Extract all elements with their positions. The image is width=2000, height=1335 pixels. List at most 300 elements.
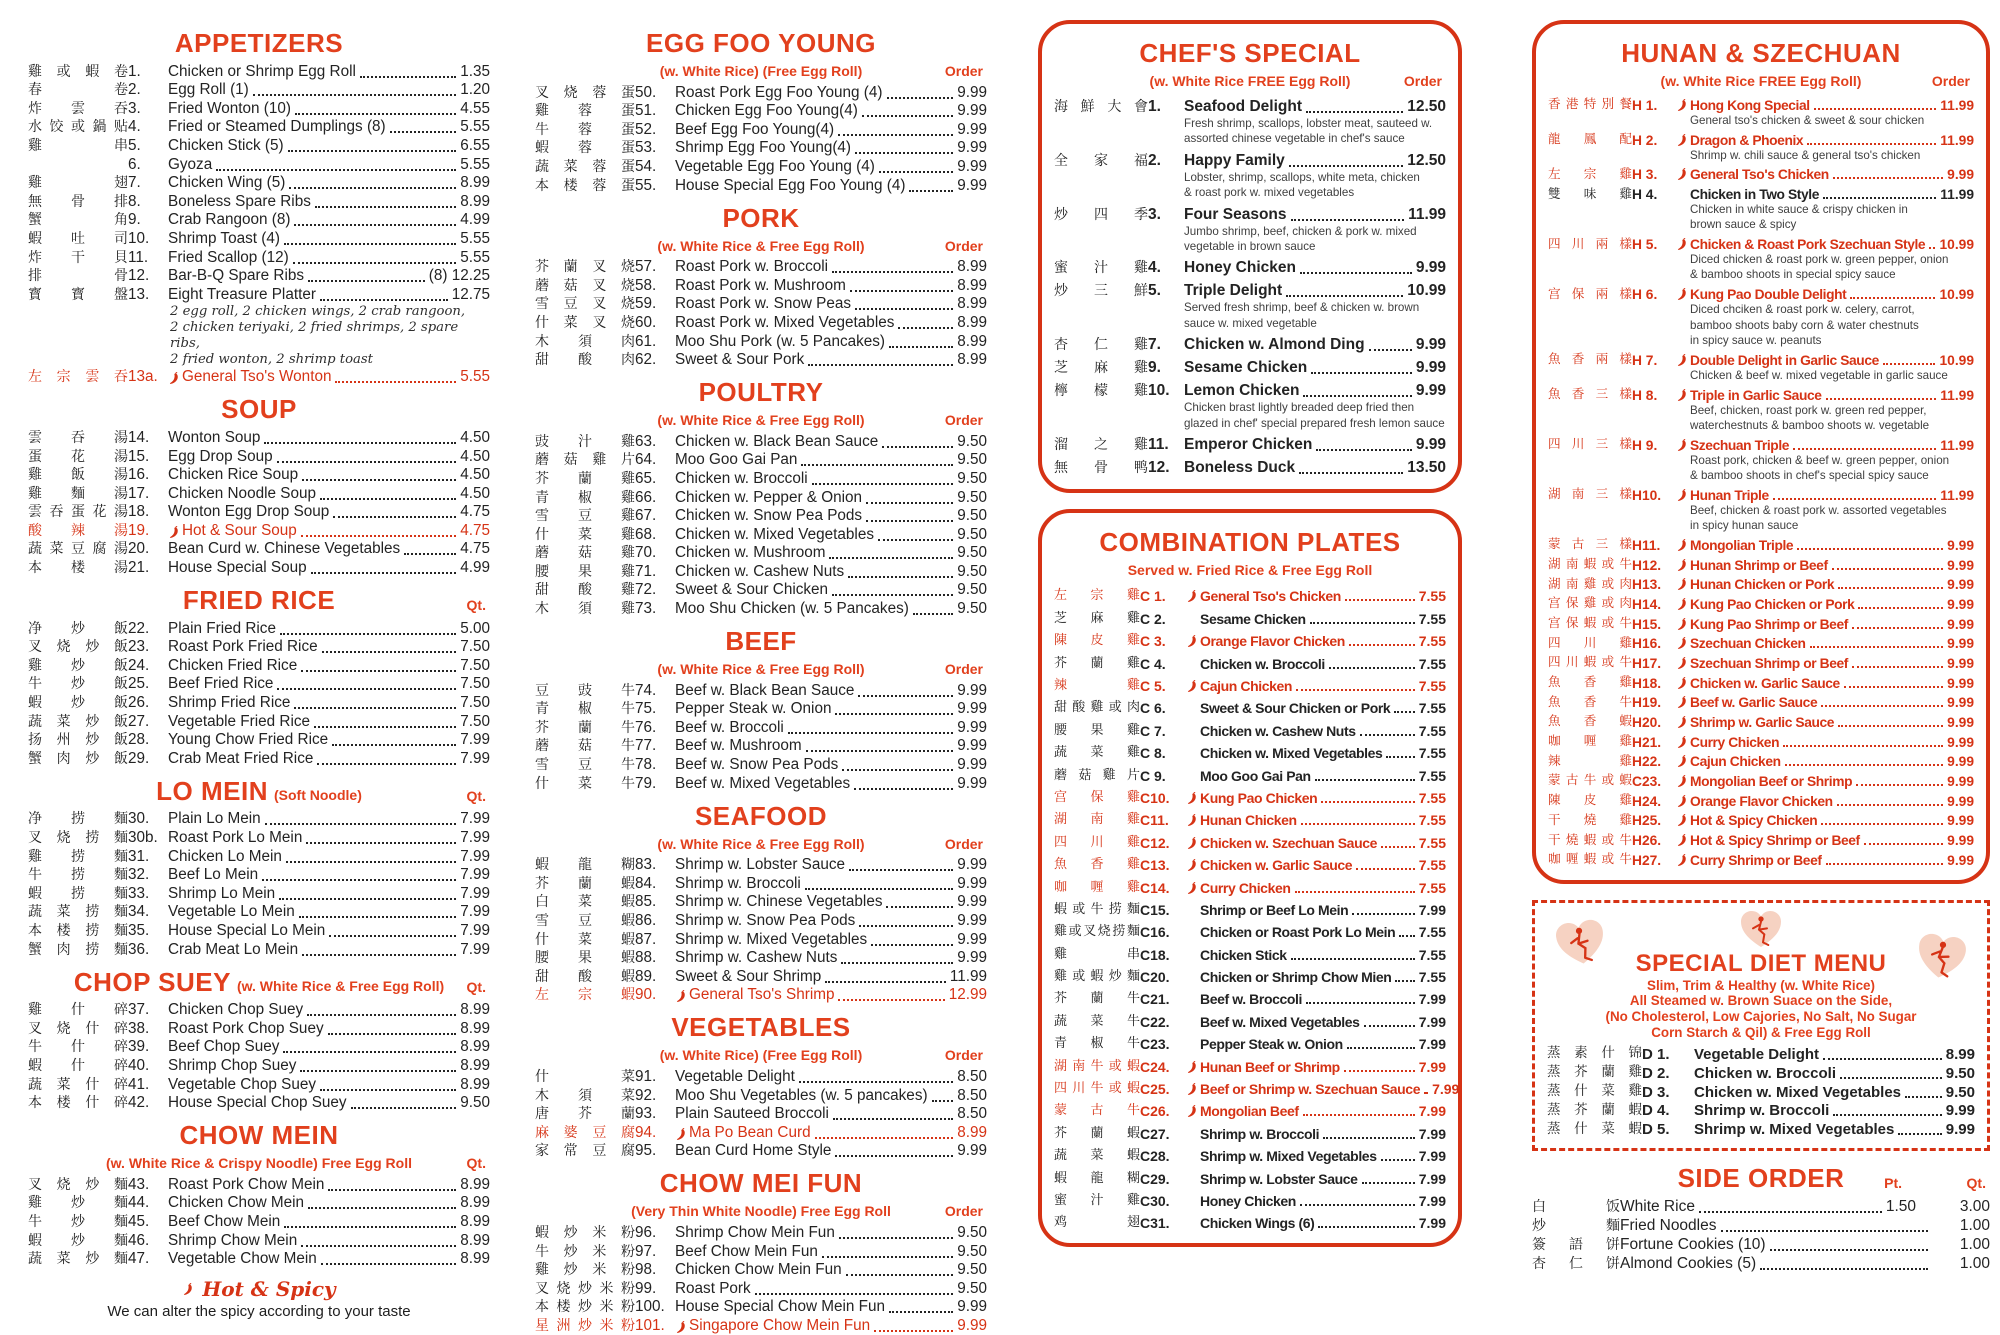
- item-name: House Special Soup: [168, 559, 307, 577]
- item-price: 8.99: [460, 1019, 490, 1037]
- item-price: 9.99: [957, 1142, 987, 1160]
- item-name: Chicken w. Garlic Sauce: [1200, 857, 1353, 874]
- menu-item-row: [1054, 1007, 1446, 1029]
- dotted-leader: [329, 935, 456, 937]
- item-price: 7.55: [1418, 745, 1446, 762]
- menu-item-row: [1548, 182, 1974, 202]
- item-chinese: 蝦 蓉 蛋: [535, 140, 635, 157]
- item-number: 30.: [128, 810, 150, 828]
- item-name: Vegetable Fried Rice: [168, 712, 311, 730]
- item-chinese: 雞 串: [1054, 946, 1140, 962]
- menu-item-row: [1054, 672, 1446, 694]
- item-chinese: 本 楼 炒 米 粉: [535, 1299, 635, 1316]
- item-name: White Rice: [1620, 1198, 1695, 1216]
- dotted-leader: [280, 633, 456, 635]
- item-description: 2 chicken teriyaki, 2 fried shrimps, 2 spare ribs,: [170, 319, 459, 351]
- item-price: 12.50: [1407, 151, 1446, 169]
- item-number: 21.: [128, 559, 150, 577]
- dotted-leader: [328, 1189, 456, 1191]
- item-chinese: 陳 皮 雞: [1548, 792, 1632, 808]
- item-number: C 5.: [1140, 678, 1166, 695]
- dotted-leader: [887, 97, 954, 99]
- item-chinese: 魚 香 牛: [1548, 693, 1632, 709]
- menu-item-row: [1548, 848, 1974, 868]
- item-name: General Tso's Shrimp: [689, 986, 835, 1004]
- dotted-leader: [1856, 784, 1943, 786]
- item-description: Diced chciken & roast pork w. celery, carrot,: [1690, 303, 1915, 317]
- dotted-leader: [1826, 863, 1944, 865]
- item-name: Shrimp w. Mixed Vegetables: [1200, 1148, 1377, 1165]
- item-number: 64.: [635, 451, 657, 469]
- item-chinese: 香 港 特 別 餐: [1548, 96, 1632, 112]
- item-price: 9.99: [957, 737, 987, 755]
- item-name: Boneless Spare Ribs: [168, 192, 311, 210]
- item-name: General Tso's Wonton: [182, 368, 332, 386]
- item-description: waterchestnuts & bamboo shoots w. vegetable: [1690, 418, 1930, 432]
- item-number: 84.: [635, 874, 657, 892]
- section-items: [535, 83, 987, 195]
- item-price: 9.99: [957, 102, 987, 120]
- dotted-leader: [1311, 372, 1412, 374]
- menu-item-row: [28, 285, 490, 304]
- item-name: Triple Delight: [1184, 282, 1283, 300]
- item-chinese: 魚 香 雞: [1054, 857, 1140, 873]
- menu-item-row: [28, 884, 490, 903]
- dotted-leader: [307, 1014, 456, 1016]
- dotted-leader: [839, 1237, 953, 1239]
- dotted-leader: [879, 171, 953, 173]
- item-number: 45.: [128, 1212, 150, 1230]
- item-chinese: 叉 烧 炒 飯: [28, 639, 128, 656]
- item-number: C23.: [1632, 774, 1662, 790]
- item-number: 14.: [128, 428, 150, 446]
- item-chinese: 杏 仁 雞: [1054, 337, 1148, 354]
- menu-item-row: [1054, 582, 1446, 604]
- section-items: [28, 428, 490, 577]
- dotted-leader: [1316, 449, 1411, 451]
- menu-item-row: [535, 737, 987, 756]
- item-price: 9.99: [957, 856, 987, 874]
- section-title: EGG FOO YOUNG: [646, 28, 876, 58]
- item-price: 1.20: [460, 81, 490, 99]
- item-name: Honey Chicken: [1200, 1193, 1296, 1209]
- item-price: 10.99: [1939, 237, 1974, 253]
- item-chinese: 甜 酸 雞: [535, 582, 635, 599]
- item-chinese: 白 饭: [1532, 1199, 1620, 1216]
- item-number: H 6.: [1632, 287, 1658, 303]
- item-price: 7.99: [460, 921, 490, 939]
- item-number: D 1.: [1642, 1045, 1670, 1063]
- item-number: 23.: [128, 638, 150, 656]
- menu-item-row: [28, 136, 490, 155]
- item-number: C22.: [1140, 1013, 1170, 1030]
- dotted-leader: [1360, 734, 1415, 736]
- menu-item-row: [28, 466, 490, 485]
- item-chinese: 蒙 古 牛 或 蝦: [1548, 772, 1632, 788]
- menu-item-row: [28, 619, 490, 638]
- item-chinese: 蝦 炒 麵: [28, 1232, 128, 1249]
- menu-item-row: [535, 83, 987, 102]
- item-number: 39.: [128, 1038, 150, 1056]
- item-number: 83.: [635, 856, 657, 874]
- item-price: 9.99: [1947, 577, 1974, 593]
- dotted-leader: [320, 299, 448, 301]
- item-price: 7.99: [1418, 901, 1446, 918]
- section-title-line: [1532, 1163, 1990, 1194]
- item-chinese: 炸 雲 吞: [28, 100, 128, 117]
- item-chinese: 雲 吞 蛋 花 湯: [28, 504, 128, 521]
- item-name: Wonton Egg Drop Soup: [168, 503, 330, 521]
- menu-item-row: [28, 1250, 490, 1269]
- order-column-label: Order: [1403, 73, 1442, 89]
- item-price: 9.99: [957, 756, 987, 774]
- menu-item-row: [1054, 1187, 1446, 1209]
- section-subtitle: (w. White Rice) (Free Egg Roll): [659, 1047, 863, 1064]
- chili-pepper-icon: [1676, 237, 1690, 252]
- item-price-quart: 1.00: [1959, 1236, 1990, 1254]
- menu-item-row: [1548, 348, 1974, 368]
- item-number: 9.: [128, 211, 141, 229]
- dotted-leader: [314, 726, 456, 728]
- menu-item-row: [1548, 533, 1974, 553]
- item-name: Chicken or Shrimp Chow Mien: [1200, 969, 1392, 986]
- item-name: Beef Fried Rice: [168, 675, 274, 693]
- item-chinese: 左 宗 蝦: [535, 987, 635, 1004]
- dotted-leader: [866, 520, 953, 522]
- dotted-leader: [1837, 804, 1943, 806]
- item-name: Shrimp w. Broccoli: [675, 874, 801, 892]
- dotted-leader: [835, 1155, 953, 1157]
- item-name: Shrimp w. Broccoli: [1694, 1102, 1830, 1120]
- item-chinese: 蜜 汁 雞: [1054, 1193, 1140, 1208]
- item-name: Fried Noodles: [1620, 1217, 1717, 1235]
- dotted-leader: [1315, 779, 1415, 781]
- item-name: Sesame Chicken: [1184, 359, 1308, 377]
- item-price: 7.99: [1418, 1215, 1446, 1232]
- section-items: [1548, 93, 1974, 868]
- item-number: 97.: [635, 1242, 657, 1260]
- dotted-leader: [1785, 764, 1944, 766]
- item-number: H 5.: [1632, 237, 1658, 253]
- section-special-diet: [1532, 900, 1990, 1151]
- hot-spicy-note: [28, 1277, 490, 1301]
- item-number: 61.: [635, 332, 657, 350]
- dotted-leader: [264, 442, 456, 444]
- item-number: 100.: [635, 1298, 665, 1316]
- menu-item-row: [1548, 651, 1974, 671]
- item-name: Chicken in Two Style: [1690, 187, 1819, 203]
- section-subtitle: Served w. Fried Rice & Free Egg Roll: [1127, 562, 1373, 579]
- dotted-leader: [1721, 1230, 1929, 1232]
- item-number: 17.: [128, 484, 150, 502]
- item-price: 10.99: [1939, 287, 1974, 303]
- item-chinese: 雪 豆 叉 烧: [535, 296, 635, 313]
- order-column-label: Order: [944, 237, 983, 254]
- item-number: C 2.: [1140, 610, 1166, 627]
- menu-item-row: [535, 774, 987, 793]
- item-price: 5.55: [460, 368, 490, 386]
- menu-item-row: [535, 1242, 987, 1261]
- menu-item-row: [535, 507, 987, 526]
- section-title: VEGETABLES: [671, 1012, 851, 1043]
- item-number: 30b.: [128, 829, 158, 846]
- item-price: 9.99: [1947, 715, 1974, 730]
- section-subtitle-line: [1054, 72, 1446, 90]
- menu-item-row: [28, 828, 490, 847]
- menu-column-3: [1038, 0, 1462, 1263]
- dotted-leader: [1929, 247, 1935, 249]
- dotted-leader: [889, 1311, 953, 1313]
- menu-item-row: [1548, 483, 1974, 503]
- item-name: Fried Wonton (10): [168, 99, 291, 117]
- item-name: Mongolian Beef: [1200, 1103, 1299, 1120]
- item-number: 18.: [128, 503, 150, 521]
- dotted-leader: [848, 576, 953, 578]
- item-price: 11.99: [1940, 132, 1974, 148]
- item-number: 32.: [128, 866, 150, 884]
- item-chinese: 蒸 素 什 锦: [1547, 1045, 1642, 1062]
- item-chinese: 雞 飯 湯: [28, 467, 128, 484]
- section-title: COMBINATION PLATES: [1099, 527, 1401, 558]
- item-name: Hunan Chicken or Pork: [1690, 577, 1835, 593]
- item-name: Honey Chicken: [1184, 259, 1296, 277]
- item-chinese: 蝦 或 牛 捞 麵: [1054, 901, 1140, 917]
- item-number: 11.: [1148, 436, 1169, 454]
- dotted-leader: [279, 898, 456, 900]
- chili-pepper-icon: [1676, 597, 1690, 612]
- section-appetizers: [28, 28, 490, 386]
- section-title-line: [1548, 38, 1974, 69]
- item-name: Beef Chow Mein Fun: [675, 1242, 818, 1260]
- item-name: Emperor Chicken: [1184, 436, 1313, 454]
- item-price: 7.99: [1432, 1081, 1460, 1098]
- item-number: 19.: [128, 521, 150, 539]
- section-lo-mein: [28, 776, 490, 959]
- dotted-leader: [855, 308, 953, 310]
- item-number: D 4.: [1642, 1102, 1670, 1120]
- menu-item-row: [1547, 1082, 1975, 1101]
- dotted-leader: [1356, 868, 1415, 870]
- item-number: 53.: [635, 139, 657, 157]
- dotted-leader: [308, 1207, 456, 1209]
- item-name: Bar-B-Q Spare Ribs: [168, 267, 305, 285]
- item-price: 9.99: [957, 874, 987, 892]
- item-chinese: 湖 南 三 樣: [1548, 486, 1632, 502]
- item-chinese: 雞 炒 麵: [28, 1195, 128, 1212]
- menu-item-row: [1054, 93, 1446, 116]
- item-number: H10.: [1632, 487, 1662, 503]
- menu-item-row: [1054, 377, 1446, 400]
- dotted-leader: [1299, 472, 1403, 474]
- item-number: 4.: [128, 118, 141, 136]
- dotted-leader: [832, 594, 953, 596]
- section-title-line: [1054, 38, 1446, 69]
- item-price: 7.99: [1418, 1058, 1446, 1075]
- dotted-leader: [833, 1118, 953, 1120]
- item-number: 99.: [635, 1279, 657, 1297]
- item-number: C25.: [1140, 1081, 1170, 1098]
- dotted-leader: [308, 280, 425, 282]
- item-price: 9.50: [957, 1261, 987, 1279]
- item-number: H27.: [1632, 852, 1662, 868]
- menu-item-row: [1547, 1101, 1975, 1120]
- item-name: Vegetable Delight: [1694, 1045, 1820, 1063]
- menu-item-row: [535, 1316, 987, 1335]
- spicy-alter-note: We can alter the spicy according to your taste: [107, 1303, 411, 1321]
- item-name: Shrimp w. Broccoli: [1200, 1125, 1320, 1142]
- item-number: 43.: [128, 1175, 150, 1193]
- item-price: 9.99: [957, 949, 987, 967]
- item-chinese: 蔬 菜 什 碎: [28, 1076, 128, 1093]
- dotted-leader: [1424, 1092, 1428, 1094]
- chili-pepper-icon: [1676, 656, 1690, 671]
- dotted-leader: [1300, 272, 1412, 274]
- heart-exercise-figure-icon: [1912, 929, 1971, 988]
- item-price: 4.75: [460, 521, 490, 539]
- dotted-leader: [898, 327, 953, 329]
- item-name: Chicken Wing (5): [168, 174, 286, 192]
- item-price: 9.50: [1945, 1064, 1975, 1082]
- item-chinese: 什 菜 牛: [535, 775, 635, 792]
- item-name: Egg Drop Soup: [168, 447, 273, 465]
- item-price: 9.50: [957, 525, 987, 543]
- menu-item-row: [28, 503, 490, 522]
- item-description: 2 fried wonton, 2 shrimp toast: [170, 351, 373, 367]
- dotted-leader: [404, 553, 456, 555]
- chili-pepper-icon: [1186, 634, 1200, 649]
- item-name: Mongolian Triple: [1690, 537, 1794, 553]
- item-number: H 1.: [1632, 97, 1658, 113]
- item-chinese: 叉 烧 什 碎: [28, 1020, 128, 1037]
- item-chinese: 炒 麵: [1532, 1218, 1620, 1235]
- item-chinese: 叉 烧 炒 米 粉: [535, 1280, 635, 1297]
- item-price: 11.99: [1940, 487, 1974, 503]
- dotted-leader: [854, 788, 953, 790]
- menu-item-row: [535, 1298, 987, 1317]
- item-number: 8.: [128, 192, 141, 210]
- item-name: Crab Meat Lo Mein: [168, 940, 299, 958]
- item-name: Chicken w. Garlic Sauce: [1690, 675, 1840, 691]
- item-price: 12.50: [1407, 98, 1446, 115]
- section-title-line: [535, 28, 987, 59]
- item-number: C 6.: [1140, 700, 1166, 717]
- dotted-leader: [1310, 622, 1415, 624]
- menu-item-row: [1054, 716, 1446, 738]
- section-items: [28, 62, 490, 386]
- section-hunan-szechuan: [1532, 20, 1990, 884]
- menu-item-row: [28, 118, 490, 137]
- item-name: Cajun Chicken: [1690, 754, 1781, 770]
- item-number: C11.: [1140, 812, 1169, 829]
- item-name: Almond Cookies (5): [1620, 1255, 1757, 1273]
- chili-pepper-icon: [1676, 853, 1690, 868]
- item-price: 9.99: [1947, 557, 1974, 573]
- item-number: 92.: [635, 1086, 657, 1104]
- menu-item-row: [535, 1142, 987, 1161]
- section-title: SIDE ORDER: [1677, 1163, 1845, 1194]
- menu-item-row: [28, 192, 490, 211]
- item-name: Shrimp or Beef Lo Mein: [1200, 901, 1349, 918]
- menu-item-row: [1054, 828, 1446, 850]
- item-name: Chicken Lo Mein: [168, 847, 282, 865]
- item-number: 1.: [128, 62, 141, 80]
- dotted-leader: [1832, 568, 1943, 570]
- menu-item-row: [28, 267, 490, 286]
- item-number: 28.: [128, 731, 150, 749]
- item-price: 7.99: [1418, 991, 1446, 1008]
- item-price: 7.99: [1418, 1013, 1446, 1030]
- item-name: Szechuan Shrimp or Beef: [1690, 655, 1848, 671]
- item-number: C15.: [1140, 901, 1170, 918]
- item-price: 7.99: [1418, 1170, 1446, 1187]
- dotted-leader: [293, 262, 456, 264]
- menu-item-row: [28, 1231, 490, 1250]
- dotted-leader: [849, 869, 953, 871]
- item-chinese: 蔬 菜 雞: [1054, 745, 1140, 761]
- item-price: 7.55: [1418, 857, 1446, 874]
- item-number: 51.: [635, 102, 657, 120]
- item-number: 87.: [635, 930, 657, 948]
- item-name: Chicken Chow Mein: [168, 1194, 305, 1212]
- item-chinese: 本 楼 什 碎: [28, 1095, 128, 1112]
- item-description: glazed in chef' special prepared fresh lemon sauce: [1184, 416, 1445, 430]
- dotted-leader: [328, 1033, 457, 1035]
- item-name: Moo Shu Pork (w. 5 Pancakes): [675, 332, 886, 350]
- section-title: CHEF'S SPECIAL: [1139, 38, 1361, 68]
- item-price: 7.99: [460, 940, 490, 958]
- section-title-line: [535, 626, 987, 657]
- item-chinese: 雙 味 雞: [1548, 185, 1632, 201]
- dotted-leader: [294, 707, 456, 709]
- item-price: 9.99: [957, 718, 987, 736]
- item-name: Roast Pork Lo Mein: [168, 829, 303, 846]
- item-chinese: 海 鮮 大 會: [1054, 99, 1148, 115]
- item-number: 60.: [635, 313, 657, 331]
- item-number: 73.: [635, 600, 657, 618]
- item-number: C13.: [1140, 857, 1170, 874]
- item-price: 7.99: [1418, 1193, 1446, 1209]
- item-price: 9.99: [1947, 754, 1974, 770]
- item-number: C29.: [1140, 1170, 1170, 1187]
- menu-item-row: [535, 351, 987, 370]
- section-items: [1054, 582, 1460, 1232]
- dotted-leader: [1833, 1114, 1941, 1116]
- menu-item-row: [28, 712, 490, 731]
- menu-item-row: [28, 428, 490, 447]
- section-subtitle-line: [535, 237, 987, 255]
- hot-spicy-label: Hot & Spicy: [202, 1277, 336, 1302]
- item-price: 7.50: [460, 712, 490, 730]
- menu-item-row: [1054, 1030, 1446, 1052]
- item-name: Sweet & Sour Shrimp: [675, 967, 822, 985]
- item-chinese: 牛 捞 麵: [28, 867, 128, 884]
- item-price: 8.99: [460, 1175, 490, 1193]
- item-price: 7.99: [460, 903, 490, 921]
- item-name: Happy Family: [1184, 151, 1285, 169]
- item-number: H15.: [1632, 616, 1662, 632]
- item-chinese: 蟹 肉 炒 飯: [28, 750, 128, 767]
- item-chinese: 腰 果 雞: [1054, 722, 1140, 738]
- item-price: 4.50: [460, 484, 490, 502]
- item-price: 7.55: [1418, 789, 1446, 806]
- item-price: 7.55: [1418, 969, 1446, 986]
- item-price: 9.50: [957, 562, 987, 580]
- section-vegetables: [535, 1012, 987, 1160]
- item-price: 9.50: [957, 469, 987, 487]
- item-name: Sweet & Sour Chicken: [675, 581, 829, 599]
- item-number: 54.: [635, 157, 657, 175]
- chili-pepper-icon: [1676, 754, 1690, 769]
